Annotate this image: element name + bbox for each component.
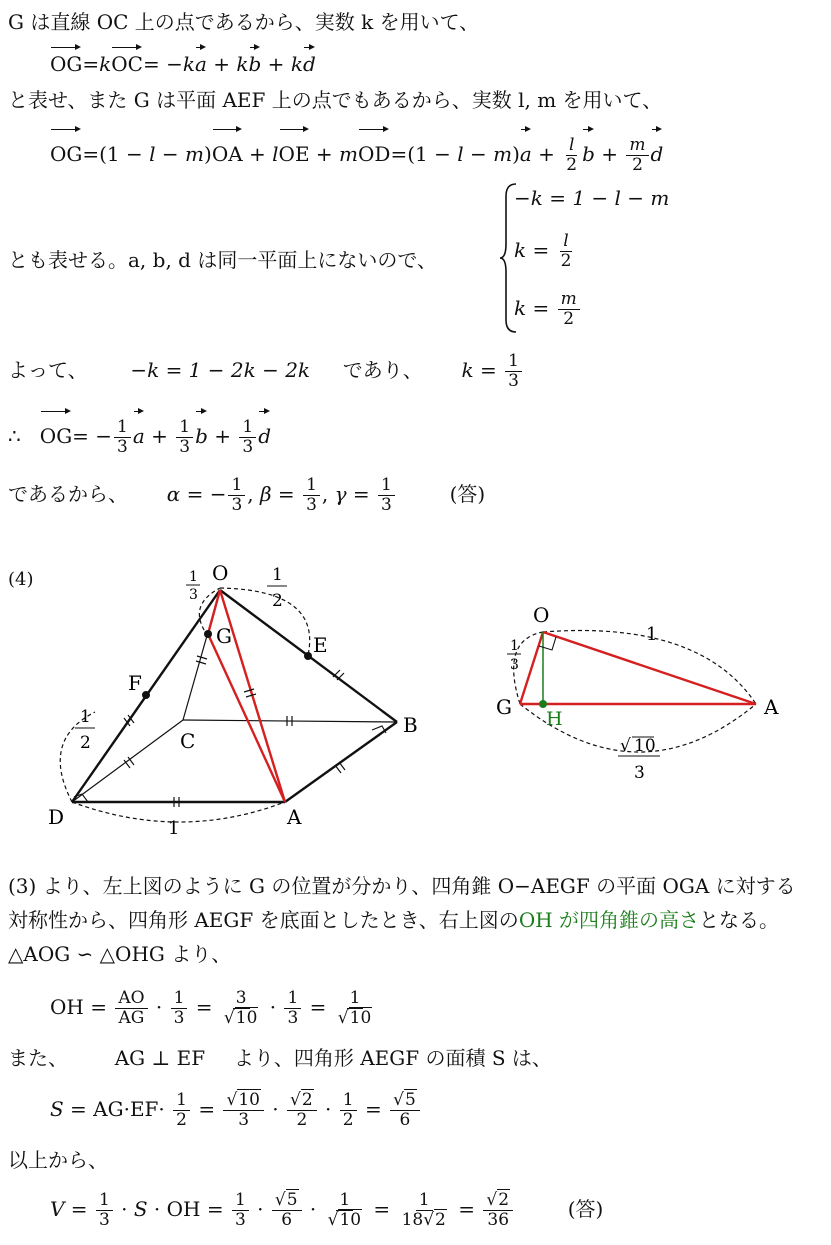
length-da: 1 bbox=[168, 818, 180, 839]
label-d: D bbox=[48, 805, 65, 829]
k-equation: −k = 1 − 2k − 2k bbox=[130, 358, 311, 382]
arc-oe bbox=[220, 588, 310, 655]
equation-v: V = $\frac{1}{3}$ · S · OH = $\frac{1}{3}$ · √ $\frac{5}{6}$ · 1 √ 10 = $\frac{1}{18√ 2}$ = √ $\frac{2}{36}$ (答) bbox=[50, 1184, 603, 1234]
frac-og-num: 1 bbox=[189, 569, 198, 585]
paragraph-7b-green: OH が四角錐の高さ bbox=[518, 908, 700, 932]
label-h: H bbox=[546, 708, 563, 730]
point-h bbox=[539, 700, 547, 708]
text-line-5: ∴ OG= − $\frac{1}{3}$ a + $\frac{1}{3}$ b + $\frac{1}{3}$ d bbox=[8, 408, 271, 458]
label-e: E bbox=[313, 633, 328, 657]
paragraph-7b-post: となる。 bbox=[699, 908, 780, 932]
paragraph-7a: (3) より、左上図のように G の位置が分かり、四角錐 O−AEGF の平面 OGA に対する bbox=[8, 874, 796, 898]
dearukara-label: であるから、 bbox=[8, 482, 128, 506]
label-g-r: G bbox=[496, 695, 512, 719]
segment-oa bbox=[220, 590, 285, 802]
part-4-text: (4) bbox=[8, 569, 34, 590]
text-line-2 bbox=[8, 86, 662, 114]
label-c: C bbox=[180, 729, 196, 753]
label-f: F bbox=[128, 671, 142, 695]
frac-oe-den: 2 bbox=[272, 591, 283, 611]
system-line-1 bbox=[514, 184, 669, 212]
frac-og-den: 3 bbox=[189, 587, 198, 603]
label-b: B bbox=[403, 713, 418, 737]
text-line-8 bbox=[8, 940, 231, 968]
system-line-2: k = $\frac{l}{2}$ bbox=[514, 231, 572, 271]
system-line-3: k = $\frac{m}{2}$ bbox=[514, 288, 582, 329]
point-f bbox=[142, 691, 150, 699]
point-e bbox=[304, 652, 312, 660]
paragraph-2: と表せ、また G は平面 AEF 上の点でもあるから、実数 l, m を用いて、 bbox=[8, 88, 663, 112]
paragraph-1: G は直線 OC 上の点であるから、実数 k を用いて、 bbox=[8, 10, 480, 34]
text-line-6: であるから、 α = − $\frac{1}{3}$ , β = $\frac{1}{3}$ , γ = $\frac{1}{3}$ (答) bbox=[8, 475, 486, 515]
system-eq-1: −k = 1 − l − m bbox=[514, 186, 670, 210]
point-g bbox=[204, 630, 212, 638]
length-oa-r: 1 bbox=[646, 624, 658, 645]
text-line-4: よって、 −k = 1 − 2k − 2k であり、 k = $\frac{1}{3}$ bbox=[8, 348, 524, 392]
perp-statement: AG ⊥ EF bbox=[114, 1046, 206, 1070]
yotte-label: よって、 bbox=[8, 358, 88, 382]
paragraph-7b-pre: 対称性から、四角形 AEGF を底面としたとき、右上図の bbox=[8, 908, 519, 932]
segment-go-r bbox=[520, 632, 543, 704]
paragraph-10: 以上から、 bbox=[8, 1148, 108, 1172]
answer-mark-1: (答) bbox=[449, 482, 486, 506]
part-4-label bbox=[8, 566, 34, 594]
label-o: O bbox=[212, 561, 229, 585]
paragraph-8: △AOG ∽ △OHG より、 bbox=[8, 942, 232, 966]
label-a: A bbox=[287, 805, 302, 829]
equation-1: OG=kOC= −ka + kb + kd bbox=[50, 44, 316, 78]
dearu-label: であり、 bbox=[342, 358, 423, 382]
equation-2: OG=(1 − l − m)OA + lOE + mOD=(1 − l − m)a + $\frac{l}{2}$ b + $\frac{m}{2}$ d bbox=[50, 126, 663, 176]
text-line-7b bbox=[8, 906, 779, 934]
equation-s: S = AG·EF· $\frac{1}{2}$ = √ $\frac{10}{3}$ · √ $\frac{2}{2}$ · $\frac{1}{2}$ = √ $\frac{5}{6}$ bbox=[50, 1084, 422, 1134]
frac-ga-num: 10 bbox=[634, 736, 656, 756]
answer-mark-2: (答) bbox=[567, 1197, 604, 1221]
frac-og-r-num: 1 bbox=[510, 638, 519, 654]
text-line-7a bbox=[8, 872, 796, 900]
label-o-r: O bbox=[533, 603, 550, 627]
frac-df-den: 2 bbox=[80, 733, 91, 753]
frac-oe-num: 1 bbox=[272, 565, 283, 585]
frac-ga-den: 3 bbox=[634, 763, 645, 783]
pyramid-figure bbox=[40, 556, 440, 846]
edge-ab bbox=[285, 722, 397, 802]
area-statement: より、四角形 AEGF の面積 S は、 bbox=[233, 1046, 552, 1070]
text-line-9 bbox=[8, 1044, 552, 1072]
paragraph-3: とも表せる。a, b, d は同一平面上にないので、 bbox=[8, 248, 437, 272]
sqrt-symbol: √ bbox=[620, 736, 631, 756]
text-line-1 bbox=[8, 8, 479, 36]
edge-cb bbox=[183, 720, 397, 722]
mata-label: また、 bbox=[8, 1046, 68, 1070]
frac-og-r-den: 3 bbox=[510, 657, 519, 673]
label-a-r: A bbox=[764, 695, 779, 719]
equation-oh: OH = $\frac{AO}{AG}$ · $\frac{1}{3}$ = 3 √ 10 · $\frac{1}{3}$ = 1 √ 10 bbox=[50, 982, 377, 1032]
text-line-10 bbox=[8, 1146, 108, 1174]
triangle-figure bbox=[490, 600, 790, 790]
segment-ga bbox=[208, 634, 285, 802]
frac-df-num: 1 bbox=[80, 707, 91, 727]
text-line-3 bbox=[8, 246, 437, 274]
label-g: G bbox=[216, 624, 232, 648]
